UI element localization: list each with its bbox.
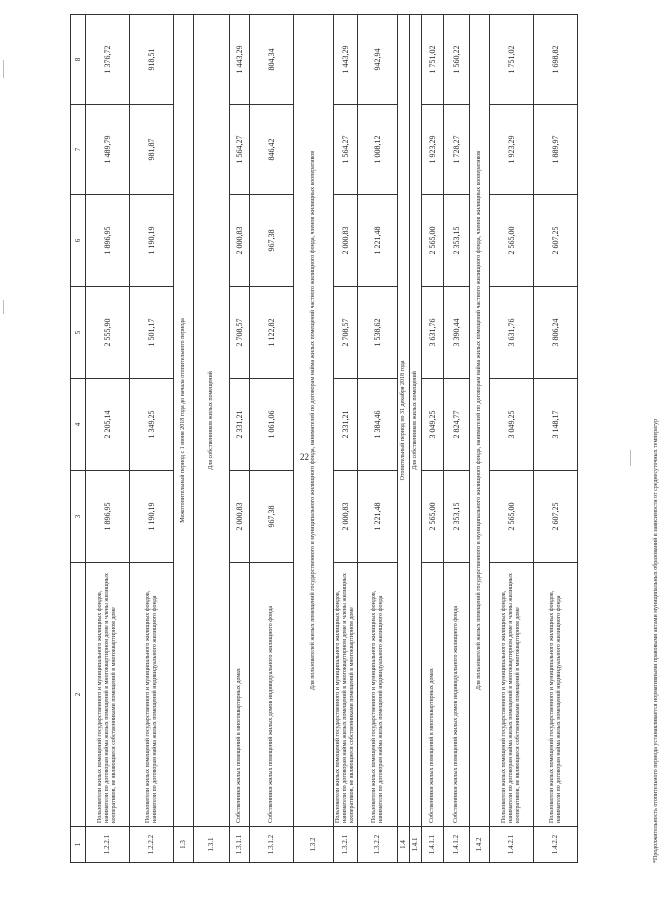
section-title-cell: Отопительный период по 31 декабря 2018 года <box>398 15 410 827</box>
value-cell: 1 751,02 <box>490 15 534 105</box>
table-row <box>422 15 444 863</box>
value-cell: 3 390,44 <box>444 287 470 379</box>
section-title-cell: Межотопительный период с 1 июня 2018 года до начала отопительного периода <box>174 15 194 827</box>
scan-mark <box>630 450 631 466</box>
section-title-cell: Для пользователей жилых помещений государственного и муниципального жилищного фонда, нанимателей по договорам найма жилых помещений частного жилищного фонда, членов жилищных кооперативов <box>470 15 490 827</box>
value-cell: 2 555,90 <box>86 287 130 379</box>
value-cell: 2 000,83 <box>230 195 250 287</box>
row-code-cell: 1.4.1 <box>410 827 422 863</box>
row-description-cell: Пользователи жилых помещений государственного и муниципального жилищных фондов, наниматели по договорам найма жилых помещений индивидуального жилищного фонда <box>358 563 398 827</box>
page-number: 22 <box>300 452 309 462</box>
value-cell: 3 049,25 <box>490 379 534 471</box>
row-code-cell: 1.4 <box>398 827 410 863</box>
scan-mark <box>3 60 4 78</box>
section-row <box>398 15 410 863</box>
section-row <box>470 15 490 863</box>
value-cell: 1 923,29 <box>422 105 444 195</box>
value-cell: 2 824,77 <box>444 379 470 471</box>
value-cell: 2 353,15 <box>444 195 470 287</box>
value-cell: 2 000,83 <box>334 195 358 287</box>
row-description-cell: Собственники жилых помещений в многоквартирных домах <box>422 563 444 827</box>
value-cell: 1 122,82 <box>250 287 294 379</box>
row-description-cell: Пользователи жилых помещений государственного и муниципального жилищных фондов, наниматели по договорам найма жилых помещений индивидуального жилищного фонда <box>534 563 578 827</box>
value-cell: 1 443,29 <box>334 15 358 105</box>
value-cell: 1 751,02 <box>422 15 444 105</box>
value-cell: 1 538,62 <box>358 287 398 379</box>
value-cell: 2 000,83 <box>230 471 250 563</box>
value-cell: 981,87 <box>130 105 174 195</box>
value-cell: 2 565,00 <box>422 471 444 563</box>
row-code-cell: 1.3.1.1 <box>230 827 250 863</box>
section-row <box>174 15 194 863</box>
row-code-cell: 1.2.2.1 <box>86 827 130 863</box>
value-cell: 2 331,21 <box>230 379 250 471</box>
tariff-table <box>70 14 578 863</box>
header-cell: 4 <box>71 379 86 471</box>
value-cell: 2 607,25 <box>534 195 578 287</box>
header-cell: 1 <box>71 827 86 863</box>
value-cell: 1 443,29 <box>230 15 250 105</box>
section-title-cell: Для пользователей жилых помещений государственного и муниципального жилищного фонда, нанимателей по договорам найма жилых помещений частного жилищного фонда, членов жилищных кооперативов <box>294 15 334 827</box>
value-cell: 1 923,29 <box>490 105 534 195</box>
row-code-cell: 1.3.2.2 <box>358 827 398 863</box>
value-cell: 1 061,06 <box>250 379 294 471</box>
value-cell: 804,34 <box>250 15 294 105</box>
table-row <box>86 15 130 863</box>
header-cell: 5 <box>71 287 86 379</box>
value-cell: 1 221,48 <box>358 471 398 563</box>
table-body <box>71 15 578 863</box>
value-cell: 1 190,19 <box>130 195 174 287</box>
table-row <box>534 15 578 863</box>
section-row <box>194 15 230 863</box>
row-description-cell: Пользователи жилых помещений государственного и муниципального жилищных фондов, наниматели по договорам найма жилых помещений в многоквартирном доме и члены жилищных кооперативов, не являющиеся собственниками помещений в многоквартирном доме <box>490 563 534 827</box>
value-cell: 1 221,48 <box>358 195 398 287</box>
value-cell: 1 728,27 <box>444 105 470 195</box>
row-code-cell: 1.3.1 <box>194 827 230 863</box>
value-cell: 1 896,95 <box>86 471 130 563</box>
footnote: *Продолжительность отопительного периода устанавливается нормативными правовыми актами муниципальных образований в зависимости от среднесуточных температур <box>653 418 659 863</box>
table-row <box>130 15 174 863</box>
value-cell: 967,38 <box>250 471 294 563</box>
section-row <box>410 15 422 863</box>
value-cell: 846,42 <box>250 105 294 195</box>
value-cell: 1 698,82 <box>534 15 578 105</box>
table-row <box>444 15 470 863</box>
header-cell: 2 <box>71 563 86 827</box>
row-description-cell: Пользователи жилых помещений государственного и муниципального жилищных фондов, наниматели по договорам найма жилых помещений индивидуального жилищного фонда <box>130 563 174 827</box>
row-code-cell: 1.4.1.2 <box>444 827 470 863</box>
value-cell: 3 049,25 <box>422 379 444 471</box>
value-cell: 2 205,14 <box>86 379 130 471</box>
row-description-cell: Собственники жилых помещений жилых домов индивидуального жилищного фонда <box>444 563 470 827</box>
row-description-cell: Собственники жилых помещений жилых домов индивидуального жилищного фонда <box>250 563 294 827</box>
value-cell: 2 708,57 <box>230 287 250 379</box>
row-description-cell: Пользователи жилых помещений государственного и муниципального жилищных фондов, наниматели по договорам найма жилых помещений в многоквартирном доме и члены жилищных кооперативов, не являющиеся собственниками помещений в многоквартирном доме <box>86 563 130 827</box>
table-row <box>490 15 534 863</box>
row-code-cell: 1.3.2.1 <box>334 827 358 863</box>
row-description-cell: Пользователи жилых помещений государственного и муниципального жилищных фондов, наниматели по договорам найма жилых помещений в многоквартирном доме и члены жилищных кооперативов, не являющиеся собственниками помещений в многоквартирном доме <box>334 563 358 827</box>
header-cell: 6 <box>71 195 86 287</box>
value-cell: 3 631,76 <box>422 287 444 379</box>
table-row <box>230 15 250 863</box>
value-cell: 1 008,12 <box>358 105 398 195</box>
value-cell: 3 806,24 <box>534 287 578 379</box>
header-cell: 3 <box>71 471 86 563</box>
value-cell: 1 376,72 <box>86 15 130 105</box>
value-cell: 1 384,46 <box>358 379 398 471</box>
row-code-cell: 1.3 <box>174 827 194 863</box>
scan-mark <box>3 300 4 314</box>
section-row <box>294 15 334 863</box>
row-code-cell: 1.4.2.1 <box>490 827 534 863</box>
section-title-cell: Для собственников жилых помещений <box>194 15 230 827</box>
header-row <box>71 15 86 863</box>
value-cell: 1 896,95 <box>86 195 130 287</box>
section-title-cell: Для собственников жилых помещений <box>410 15 422 827</box>
value-cell: 1 564,27 <box>334 105 358 195</box>
value-cell: 2 607,25 <box>534 471 578 563</box>
value-cell: 1 501,17 <box>130 287 174 379</box>
value-cell: 1 190,19 <box>130 471 174 563</box>
value-cell: 2 565,00 <box>490 195 534 287</box>
table-row <box>358 15 398 863</box>
row-code-cell: 1.2.2.2 <box>130 827 174 863</box>
header-cell: 8 <box>71 15 86 105</box>
row-code-cell: 1.4.2 <box>470 827 490 863</box>
value-cell: 2 353,15 <box>444 471 470 563</box>
value-cell: 942,94 <box>358 15 398 105</box>
value-cell: 2 565,00 <box>422 195 444 287</box>
value-cell: 2 708,57 <box>334 287 358 379</box>
rotated-table-container <box>70 15 659 863</box>
value-cell: 1 564,27 <box>230 105 250 195</box>
value-cell: 1 349,25 <box>130 379 174 471</box>
row-description-cell: Собственники жилых помещений в многоквартирных домах <box>230 563 250 827</box>
value-cell: 3 631,76 <box>490 287 534 379</box>
value-cell: 1 889,97 <box>534 105 578 195</box>
value-cell: 3 148,17 <box>534 379 578 471</box>
value-cell: 2 331,21 <box>334 379 358 471</box>
value-cell: 1 489,79 <box>86 105 130 195</box>
row-code-cell: 1.4.2.2 <box>534 827 578 863</box>
value-cell: 2 000,83 <box>334 471 358 563</box>
table-row <box>250 15 294 863</box>
value-cell: 2 565,00 <box>490 471 534 563</box>
table-row <box>334 15 358 863</box>
row-code-cell: 1.3.2 <box>294 827 334 863</box>
value-cell: 967,38 <box>250 195 294 287</box>
value-cell: 918,51 <box>130 15 174 105</box>
row-code-cell: 1.3.1.2 <box>250 827 294 863</box>
row-code-cell: 1.4.1.1 <box>422 827 444 863</box>
value-cell: 1 560,22 <box>444 15 470 105</box>
header-cell: 7 <box>71 105 86 195</box>
